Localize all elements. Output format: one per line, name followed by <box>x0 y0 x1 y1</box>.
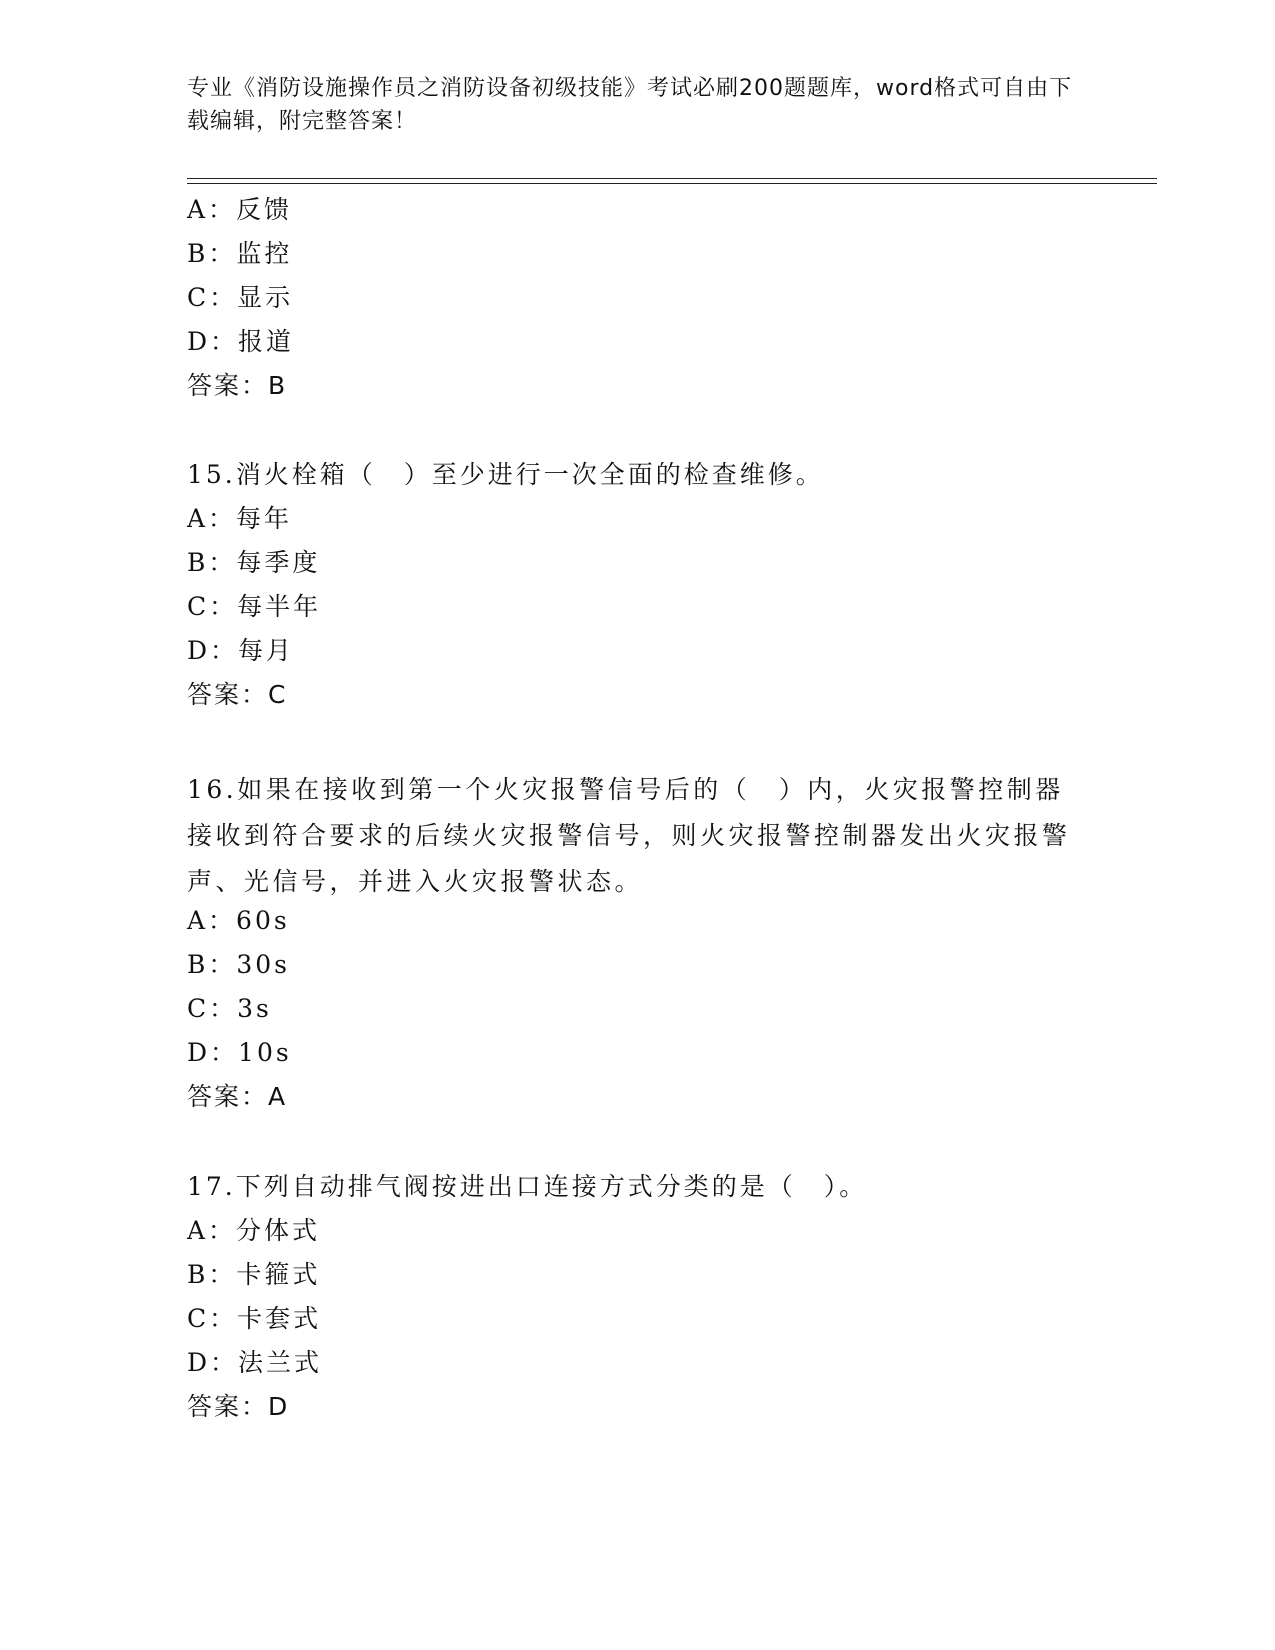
header-divider-top <box>187 178 1157 179</box>
q15-option-a: A：每年 <box>187 504 293 533</box>
q16-answer: 答案：A <box>187 1082 288 1111</box>
q17-answer: 答案：D <box>187 1392 290 1421</box>
q15-stem: 15.消火栓箱（ ）至少进行一次全面的检查维修。 <box>187 460 824 489</box>
q16-option-c: C：3s <box>187 994 272 1023</box>
q17-option-d: D：法兰式 <box>187 1348 323 1377</box>
q15-option-c: C：每半年 <box>187 592 322 621</box>
q14-answer: 答案：B <box>187 371 288 400</box>
q16-option-d: D：10s <box>187 1038 292 1067</box>
q14-option-a: A：反馈 <box>187 195 293 224</box>
q16-stem: 16.如果在接收到第一个火灾报警信号后的（ ）内，火灾报警控制器接收到符合要求的后续火灾报警信号，则火灾报警控制器发出火灾报警声、光信号，并进入火灾报警状态。 <box>187 775 1071 896</box>
q17-option-c: C：卡套式 <box>187 1304 322 1333</box>
q16-option-b: B：30s <box>187 950 291 979</box>
q15-option-d: D：每月 <box>187 636 295 665</box>
q17-stem: 17.下列自动排气阀按进出口连接方式分类的是（ ）。 <box>187 1172 868 1201</box>
q14-option-d: D：报道 <box>187 327 295 356</box>
q14-option-b: B：监控 <box>187 239 293 268</box>
q15-option-b: B：每季度 <box>187 548 321 577</box>
q17-option-b: B：卡箍式 <box>187 1260 321 1289</box>
q17-option-a: A：分体式 <box>187 1216 321 1245</box>
header-divider-bottom <box>187 183 1157 184</box>
document-header: 专业《消防设施操作员之消防设备初级技能》考试必刷200题题库，word格式可自由下载编辑，附完整答案！ <box>187 76 1073 134</box>
q14-option-c: C：显示 <box>187 283 294 312</box>
q15-answer: 答案：C <box>187 680 288 709</box>
q16-option-a: A：60s <box>187 906 290 935</box>
